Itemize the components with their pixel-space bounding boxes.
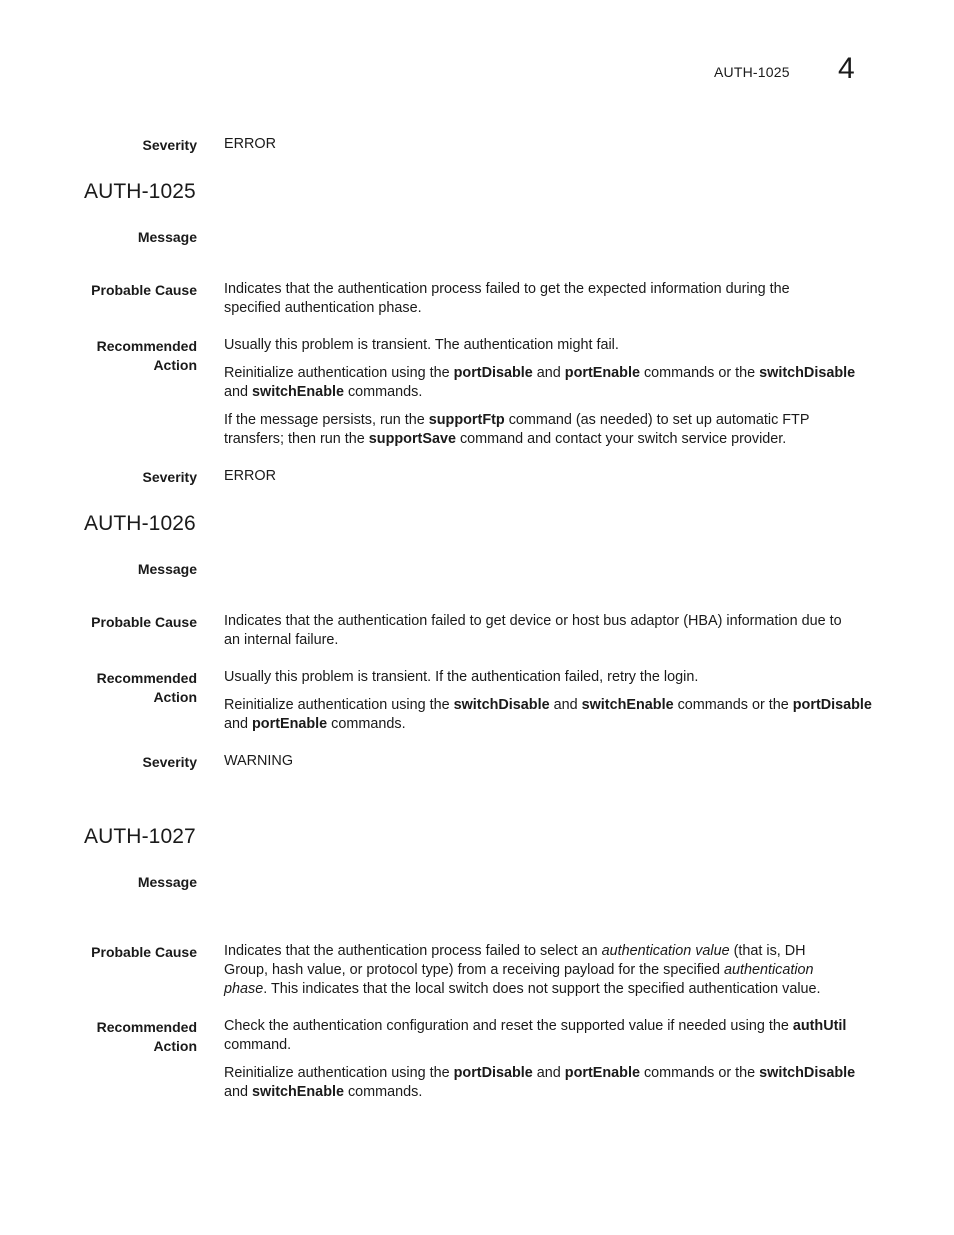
message-label: Message [137,229,197,245]
probable-cause-label: Probable Cause [91,282,197,298]
command-name: supportFtp [428,412,505,428]
recommended-word: Recommended [96,338,197,354]
recommended-action-label [70,669,197,707]
emphasis: authentication [723,962,814,978]
severity-value: ERROR [224,136,276,152]
command-name: supportSave [368,431,456,447]
command-name: portDisable [453,365,533,381]
command-name: portEnable [252,716,328,732]
action-word: Action [153,357,197,373]
running-head: AUTH-1025 [714,64,790,80]
cause-line: Indicates that the authentication process failed to get the expected information during the [224,281,790,297]
severity-label: Severity [142,137,197,153]
command-name: switchEnable [252,384,344,400]
section-title: AUTH-1026 [84,512,196,535]
command-name: switchDisable [453,697,550,713]
action-paragraph: If the message persists, run the supportFtp command (as needed) to set up automatic FTP transfers; then run the supportSave command and contact your switch service provider. [224,412,810,447]
action-paragraph: Reinitialize authentication using the switchDisable and switchEnable commands or the portDisable and portEnable commands. [224,697,872,732]
message-label: Message [137,561,197,577]
recommended-action-text [224,1017,874,1111]
probable-cause-text: Indicates that the authentication process failed to select an authentication value (that is, DH Group, hash value, or protocol type) from a receiving payload for the specified authentication phase. This indicates that the local switch does not support the specified authentication value. [224,943,821,997]
cause-line: Indicates that the authentication failed to get device or host bus adaptor (HBA) information due to [224,613,842,629]
command-name: switchDisable [759,365,856,381]
action-word: Action [153,1038,197,1054]
command-name: portDisable [453,1065,533,1081]
section-title: AUTH-1027 [84,825,196,848]
command-name: switchEnable [581,697,674,713]
action-paragraph: Usually this problem is transient. If the authentication failed, retry the login. [224,669,699,685]
probable-cause-label: Probable Cause [91,944,197,960]
severity-label: Severity [142,469,197,485]
probable-cause-label: Probable Cause [91,614,197,630]
action-paragraph: Check the authentication configuration and reset the supported value if needed using the authUtil command. [224,1018,847,1053]
recommended-action-label [70,1018,197,1056]
command-name: portEnable [564,365,640,381]
command-name: switchEnable [252,1084,344,1100]
section-title: AUTH-1025 [84,180,196,203]
action-paragraph: Usually this problem is transient. The authentication might fail. [224,337,619,353]
recommended-action-text [224,336,874,458]
recommended-action-text [224,668,874,743]
probable-cause-text [224,280,874,318]
recommended-word: Recommended [96,1019,197,1035]
severity-value: WARNING [224,753,294,769]
severity-value: ERROR [224,468,276,484]
command-name: portDisable [792,697,872,713]
command-name: portEnable [564,1065,640,1081]
recommended-word: Recommended [96,670,197,686]
probable-cause-text [224,612,874,650]
message-label: Message [137,874,197,890]
cause-line: specified authentication phase. [224,300,422,316]
action-paragraph: Reinitialize authentication using the portDisable and portEnable commands or the switchDisable and switchEnable commands. [224,365,856,400]
command-name: switchDisable [759,1065,856,1081]
command-name: authUtil [792,1018,847,1034]
emphasis: phase [224,981,264,997]
chapter-number: 4 [838,52,855,85]
action-paragraph: Reinitialize authentication using the portDisable and portEnable commands or the switchDisable and switchEnable commands. [224,1065,856,1100]
severity-label: Severity [142,754,197,770]
recommended-action-label [70,337,197,375]
cause-line: an internal failure. [224,632,339,648]
emphasis: authentication value [601,943,730,959]
action-word: Action [153,689,197,705]
